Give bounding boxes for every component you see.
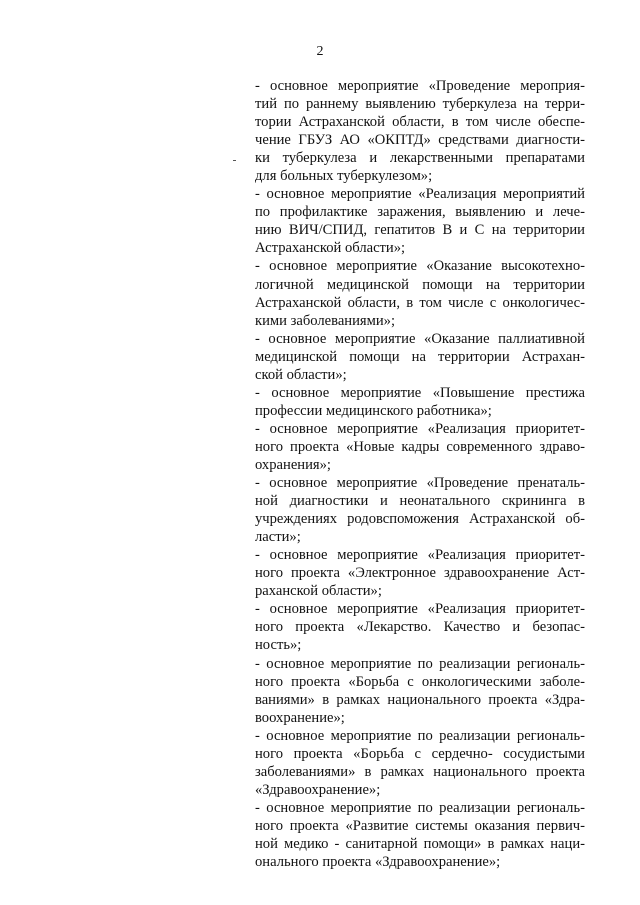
text-line: ки туберкулеза и лекарственными препаратами bbox=[255, 150, 585, 167]
text-line: - основное мероприятие «Реализация мероприятий bbox=[255, 186, 585, 203]
list-item bbox=[255, 330, 585, 384]
text-line: тий по раннему выявлению туберкулеза на терри- bbox=[255, 96, 585, 113]
text-line: кими заболеваниями»; bbox=[255, 312, 396, 329]
list-item bbox=[255, 257, 585, 329]
text-line: ного проекта «Борьба с сердечно- сосудистыми bbox=[255, 745, 585, 762]
text-line: ность»; bbox=[255, 637, 302, 654]
text-line: Астраханской области, в том числе с онкологичес- bbox=[255, 294, 585, 311]
body-text bbox=[255, 77, 585, 871]
text-line: воохранение»; bbox=[255, 709, 345, 726]
text-line: тории Астраханской области, в том числе обеспе- bbox=[255, 114, 585, 131]
list-item bbox=[255, 420, 585, 474]
text-line: - основное мероприятие «Повышение престижа bbox=[255, 384, 585, 401]
list-item bbox=[255, 546, 585, 600]
text-line: медицинской помощи на территории Астрахан- bbox=[255, 348, 585, 365]
text-line: онального проекта «Здравоохранение»; bbox=[255, 854, 501, 871]
text-line: - основное мероприятие «Реализация приоритет- bbox=[255, 420, 585, 437]
text-line: «Здравоохранение»; bbox=[255, 781, 381, 798]
text-line: заболеваниями» в рамках национального проекта bbox=[255, 763, 585, 780]
text-line: логичной медицинской помощи на территории bbox=[255, 276, 585, 293]
text-line: ласти»; bbox=[255, 529, 301, 546]
text-line: ской области»; bbox=[255, 366, 347, 383]
text-line: чение ГБУЗ АО «ОКПТД» средствами диагности- bbox=[255, 132, 585, 149]
text-line: ного проекта «Лекарство. Качество и безопас- bbox=[255, 619, 585, 636]
text-line: - основное мероприятие «Проведение пренаталь- bbox=[255, 475, 585, 492]
text-line: нию ВИЧ/СПИД, гепатитов В и С на территории bbox=[255, 222, 585, 239]
text-line: - основное мероприятие «Реализация приоритет- bbox=[255, 601, 585, 618]
list-item bbox=[255, 384, 585, 420]
margin-mark bbox=[233, 160, 236, 161]
text-line: ного проекта «Новые кадры современного здраво- bbox=[255, 438, 585, 455]
list-item bbox=[255, 655, 585, 727]
text-line: ного проекта «Развитие системы оказания первич- bbox=[255, 817, 585, 834]
text-line: для больных туберкулезом»; bbox=[255, 168, 433, 185]
list-item bbox=[255, 185, 585, 257]
text-line: - основное мероприятие «Проведение мероприя- bbox=[255, 78, 585, 94]
list-item bbox=[255, 727, 585, 799]
text-line: - основное мероприятие по реализации региональ- bbox=[255, 727, 585, 744]
text-line: учреждениях родовспоможения Астраханской об- bbox=[255, 511, 585, 528]
list-item bbox=[255, 474, 585, 546]
text-line: ной диагностики и неонатального скрининга в bbox=[255, 493, 585, 510]
text-line: раханской области»; bbox=[255, 583, 382, 600]
text-line: - основное мероприятие «Оказание паллиативной bbox=[255, 330, 585, 347]
text-line: профессии медицинского работника»; bbox=[255, 402, 492, 419]
text-line: ной медико - санитарной помощи» в рамках наци- bbox=[255, 835, 585, 852]
text-line: - основное мероприятие по реализации региональ- bbox=[255, 655, 585, 672]
text-line: - основное мероприятие «Оказание высокотехно- bbox=[255, 258, 585, 275]
list-item bbox=[255, 77, 585, 185]
text-line: - основное мероприятие «Реализация приоритет- bbox=[255, 547, 585, 564]
text-line: охранения»; bbox=[255, 456, 331, 473]
text-line: ного проекта «Борьба с онкологическими заболе- bbox=[255, 673, 585, 690]
text-line: - основное мероприятие по реализации региональ- bbox=[255, 799, 585, 816]
text-line: по профилактике заражения, выявлению и лече- bbox=[255, 204, 585, 221]
text-line: ваниями» в рамках национального проекта «Здра- bbox=[255, 691, 585, 708]
page-number: 2 bbox=[316, 44, 324, 59]
text-line: ного проекта «Электронное здравоохранение Аст- bbox=[255, 565, 585, 582]
text-line: Астраханской области»; bbox=[255, 240, 406, 257]
list-item bbox=[255, 799, 585, 871]
list-item bbox=[255, 600, 585, 654]
